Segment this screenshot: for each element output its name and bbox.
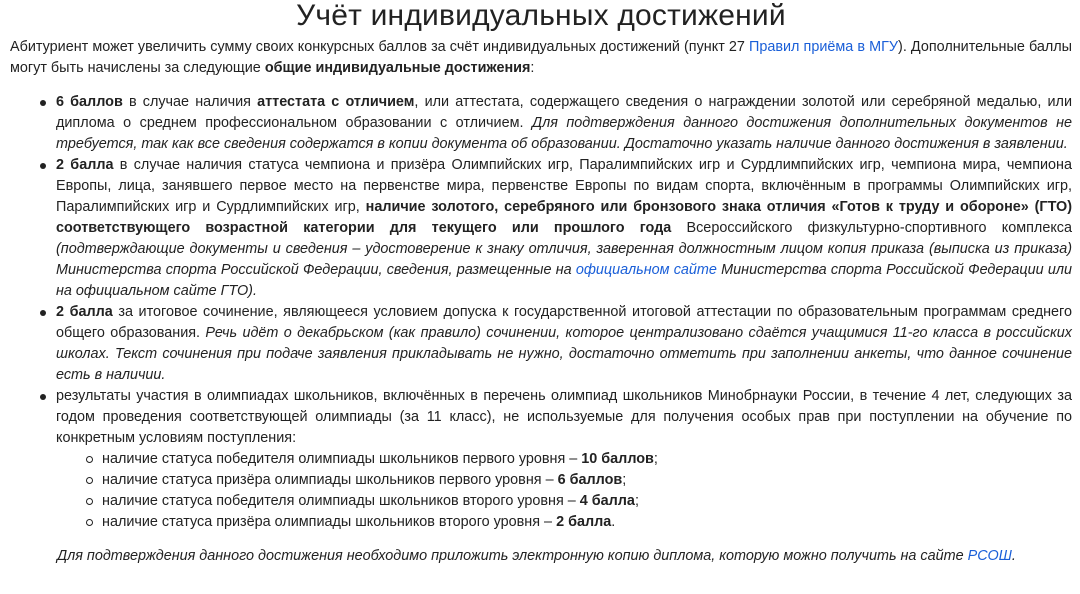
closing-text: Для подтверждения данного достижения необходимо приложить электронную копию диплома, которую можно получить на сайте [57, 548, 968, 564]
intro-paragraph [10, 37, 1072, 79]
item-text: в случае наличия [122, 94, 258, 110]
item-bold-text: наличие золотого, серебряного или бронзового знака отличия «Готов к труду и обороне» (ГТО) соответствующего возрастной категории для текущего или прошлого года [56, 199, 1072, 236]
item-text: Всероссийского физкультурно-спортивного комплекса [671, 220, 1072, 236]
rsosh-link[interactable]: РСОШ [967, 548, 1012, 564]
item-text: результаты участия в олимпиадах школьников, включённых в перечень олимпиад школьников Минобрнауки России, в течение 4 лет, следующих за годом проведения соответствующей олимпиады (за 11 класс), не используемые для получения особых прав при поступлении на обучение по конкретным условиям поступления: [56, 388, 1072, 446]
intro-bold-text: общие индивидуальные достижения [264, 60, 531, 76]
sublist-item-end: ; [653, 451, 658, 467]
sublist-item-end: ; [622, 472, 627, 488]
item-bold-text: аттестата с отличием [257, 94, 415, 110]
sublist-item-text: наличие статуса призёра олимпиады школьников второго уровня – [102, 514, 557, 530]
official-site-link-text: официальном сайте [575, 262, 717, 278]
list-item-essay [56, 302, 1072, 386]
item-italic-note: Для подтверждения данного достижения дополнительных документов не требуется, так как все сведения содержатся в копии документа об образовании. Достаточно указать наличие данного достижения в заявлении. [56, 115, 1072, 152]
points-label: 2 балла [56, 304, 113, 320]
sublist-item-end: . [611, 514, 616, 530]
sublist-item-points: 6 баллов [557, 472, 623, 488]
points-label: 2 балла [56, 157, 114, 173]
sublist-item-points: 2 балла [556, 514, 612, 530]
official-site-link[interactable] [576, 262, 717, 278]
sublist-item-end: ; [634, 493, 639, 509]
sublist-item-text: наличие статуса победителя олимпиады школьников второго уровня – [102, 493, 580, 509]
page-title: Учёт индивидуальных достижений [296, 0, 786, 32]
closing-note [57, 546, 1072, 567]
achievements-list [10, 92, 1072, 533]
sublist-item [102, 470, 1072, 491]
sublist-item-points: 4 балла [579, 493, 635, 509]
item-italic-note: Речь идёт о декабрьском (как правило) сочинении, которое централизовано сдаётся учащимися 11-го класса в российских школах. Текст сочинения при подаче заявления прикладывать не нужно, достаточно отметить при заполнении анкеты, что данное сочинение есть в наличии. [56, 325, 1072, 383]
closing-end: . [1011, 548, 1016, 564]
list-item-certificate [56, 92, 1072, 155]
sublist-item [102, 449, 1072, 470]
olympiad-sublist [56, 449, 1072, 533]
sublist-item [102, 491, 1072, 512]
item-italic-note-end: Министерства спорта Российской Федерации или на официальном сайте ГТО). [56, 262, 1072, 299]
item-text: в случае наличия статуса чемпиона и призёра Олимпийских игр, Паралимпийских игр и Сурдлимпийских игр, чемпиона мира, чемпиона Европы, лица, занявшего первое место на первенстве мира, первенстве Европы по видам спорта, включённым в программы Олимпийских игр, Паралимпийских игр и Сурдлимпийских игр, [56, 157, 1072, 215]
sublist-item-points: 10 баллов [581, 451, 654, 467]
sublist-item-text: наличие статуса победителя олимпиады школьников первого уровня – [102, 451, 582, 467]
intro-text-after-link: ). Дополнительные баллы могут быть начислены за следующие [10, 39, 1073, 76]
intro-text: Абитуриент может увеличить сумму своих конкурсных баллов за счёт индивидуальных достижений (пункт 27 [10, 39, 749, 55]
intro-text-end: : [530, 60, 535, 76]
admission-rules-link[interactable]: Правил приёма в МГУ [749, 39, 899, 55]
points-label: 6 баллов [56, 94, 123, 110]
sublist-item-text: наличие статуса призёра олимпиады школьников первого уровня – [102, 472, 558, 488]
sublist-item [102, 512, 1072, 533]
list-item-sports [56, 155, 1072, 302]
list-item-olympiads [56, 386, 1072, 533]
item-italic-note: (подтверждающие документы и сведения – удостоверение к знаку отличия, заверенная должностным лицом копия приказа (выписка из приказа) Министерства спорта Российской Федерации, сведения, размещенные на [56, 241, 1072, 278]
item-text: , или аттестата, содержащего сведения о награждении золотой или серебряной медалью, или диплома о среднем профессиональном образовании с отличием. [56, 94, 1072, 131]
item-text: за итоговое сочинение, являющееся условием допуска к государственной итоговой аттестации по образовательным программам среднего общего образования. [56, 304, 1072, 341]
